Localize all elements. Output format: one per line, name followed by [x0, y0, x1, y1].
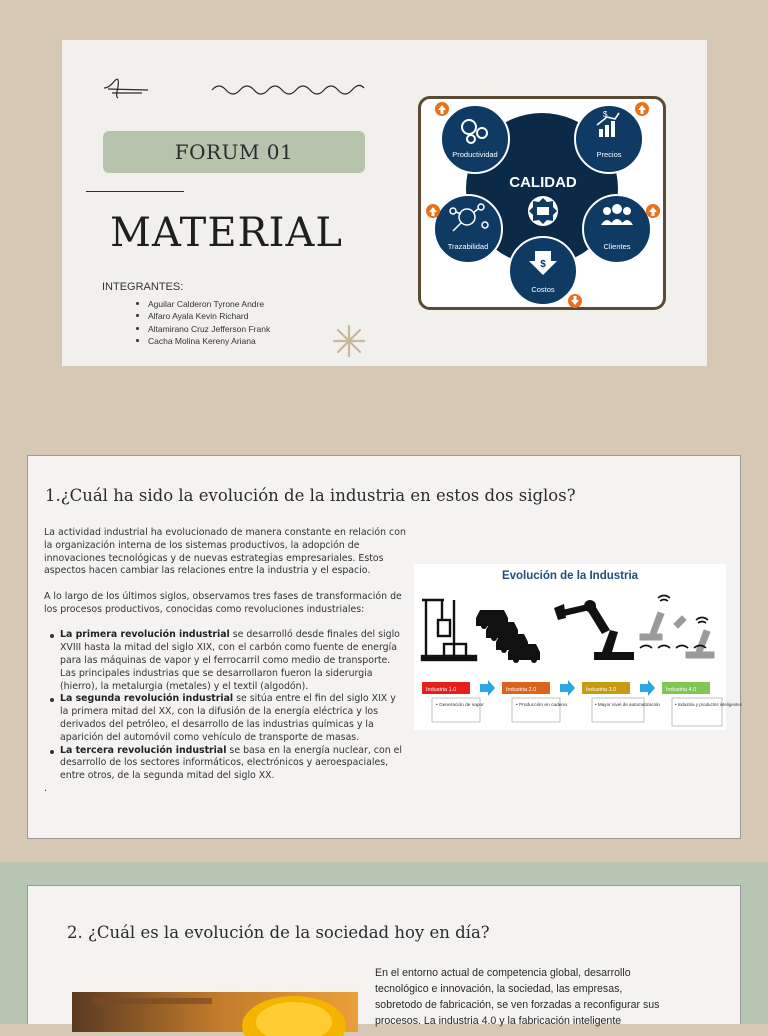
trailing-mark: . [44, 782, 47, 794]
svg-text:• Industria y productos inteli: • Industria y productos inteligentes [675, 702, 742, 707]
robot-arm-icon [554, 600, 634, 660]
list-item [44, 629, 406, 693]
svg-text:Industria 3.0: Industria 3.0 [586, 687, 617, 693]
node-productividad [441, 105, 509, 173]
node-label: Clientes [603, 242, 631, 251]
image-title: Evolución de la Industria [501, 570, 639, 582]
list-item [44, 745, 406, 783]
node-precios [575, 105, 643, 173]
list-item [44, 693, 406, 744]
swirl-ornament-icon [102, 74, 152, 102]
bullet-bold: La tercera revolución industrial [60, 744, 227, 756]
forum-label: FORUM 01 [174, 140, 294, 164]
cover-slide [62, 40, 707, 366]
asterisk-ornament-icon [331, 323, 367, 359]
svg-text:Industria 4.0: Industria 4.0 [666, 687, 697, 693]
divider [86, 191, 184, 192]
svg-text:Industria 2.0: Industria 2.0 [506, 687, 537, 693]
list-item: Cacha Molina Kereny Ariana [136, 335, 270, 347]
bullet-bold: La primera revolución industrial [60, 629, 230, 641]
svg-text:$: $ [603, 110, 608, 119]
bullet-text: se basa en la energía nuclear, con el desarrollo de los sectores informáticos, electrónicos y aeroespaciales, entre otros, de la segunda mitad del siglo XX. [60, 744, 402, 782]
calidad-diagram [418, 96, 666, 310]
stage-4 [662, 682, 743, 726]
members-heading: INTEGRANTES: [102, 281, 184, 293]
node-clientes [583, 195, 651, 263]
section-title: 1.¿Cuál ha sido la evolución de la industria en estos dos siglos? [45, 486, 576, 505]
svg-text:• Generación de vapor: • Generación de vapor [436, 703, 484, 708]
section-body [44, 527, 406, 796]
node-label: Costos [531, 285, 555, 294]
industry-evolution-image [414, 564, 742, 730]
arrow-up-icon [635, 102, 649, 116]
revolutions-list [44, 629, 406, 783]
stage-2 [502, 682, 567, 722]
arrow-up-icon [426, 204, 440, 218]
forum-badge [103, 131, 365, 173]
bullet-bold: La segunda revolución industrial [60, 693, 234, 705]
arrow-up-icon [646, 204, 660, 218]
page-title: MATERIAL [110, 210, 343, 256]
arrow-right-icon [640, 680, 655, 696]
paragraph: La actividad industrial ha evolucionado de manera constante en relación con la organización interna de los sistemas productivos, la adopción de innovaciones tecnológicas y de nuevas estrategias empresariales. Estos aspectos hacen cambiar las relaciones entre la industria y el espacio. [44, 527, 406, 577]
svg-text:• Producción en cadena: • Producción en cadena [516, 703, 567, 708]
svg-text:$: $ [540, 259, 546, 270]
calidad-diagram-graphic [421, 99, 663, 307]
arrow-right-icon [560, 680, 575, 696]
paragraph: A lo largo de los últimos siglos, observamos tres fases de transformación de los procesos productivos, conocidas como revoluciones industriales: [44, 590, 402, 615]
section-title: 2. ¿Cuál es la evolución de la sociedad hoy en día? [67, 923, 490, 942]
node-label: Precios [596, 150, 622, 159]
stage-1 [422, 682, 484, 722]
diagram-center-label: CALIDAD [509, 174, 577, 191]
list-item: Altamirano Cruz Jefferson Frank [136, 323, 270, 335]
svg-text:• Mayor nivel de automatizació: • Mayor nivel de automatización [595, 702, 660, 707]
worker-photo [72, 992, 358, 1032]
members-list [136, 298, 270, 347]
section-body: En el entorno actual de competencia global, desarrollo tecnológico e innovación, la sociedad, las empresas, sobretodo de fabricación, se ven forzadas a reconfigurar sus procesos. La industria 4.0 y la fabricación inteligente [375, 967, 660, 1027]
list-item: Aguilar Calderon Tyrone Andre [136, 298, 270, 310]
industry-evolution-slide [27, 455, 741, 839]
steam-engine-icon [422, 600, 476, 660]
node-trazabilidad [434, 195, 502, 263]
node-label: Productividad [452, 150, 498, 159]
arrow-right-icon [480, 680, 495, 696]
wave-ornament-icon [210, 80, 366, 96]
society-evolution-slide [27, 885, 741, 1027]
arrow-down-icon [568, 294, 582, 308]
bullet-text: se desarrolló desde finales del siglo XVIII hasta la mitad del siglo XIX, con el carbón como fuente de energía para las máquinas de vapor y el ferrocarril como medio de transporte. Las principales industrias que se desarrollaron fueron la siderurgia (hierro), la metalurgia (metales) y el textil (algodón). [60, 629, 400, 692]
badge-thumbs-up-icon [528, 196, 558, 226]
svg-text:Industria 1.0: Industria 1.0 [426, 687, 457, 693]
arrow-up-icon [435, 102, 449, 116]
smart-robot-icon [640, 612, 714, 658]
bullet-text: se sitúa entre el fin del siglo XIX y la primera mitad del XX, con la difusión de la energía eléctrica y los derivados del petróleo, el desarrollo de las industrias químicas y la aparición del automóvil como vehículo de transporte de masas. [60, 693, 396, 743]
node-label: Trazabilidad [447, 242, 489, 251]
car-icon [476, 610, 540, 663]
list-item: Alfaro Ayala Kevin Richard [136, 310, 270, 322]
node-costos [509, 237, 577, 305]
